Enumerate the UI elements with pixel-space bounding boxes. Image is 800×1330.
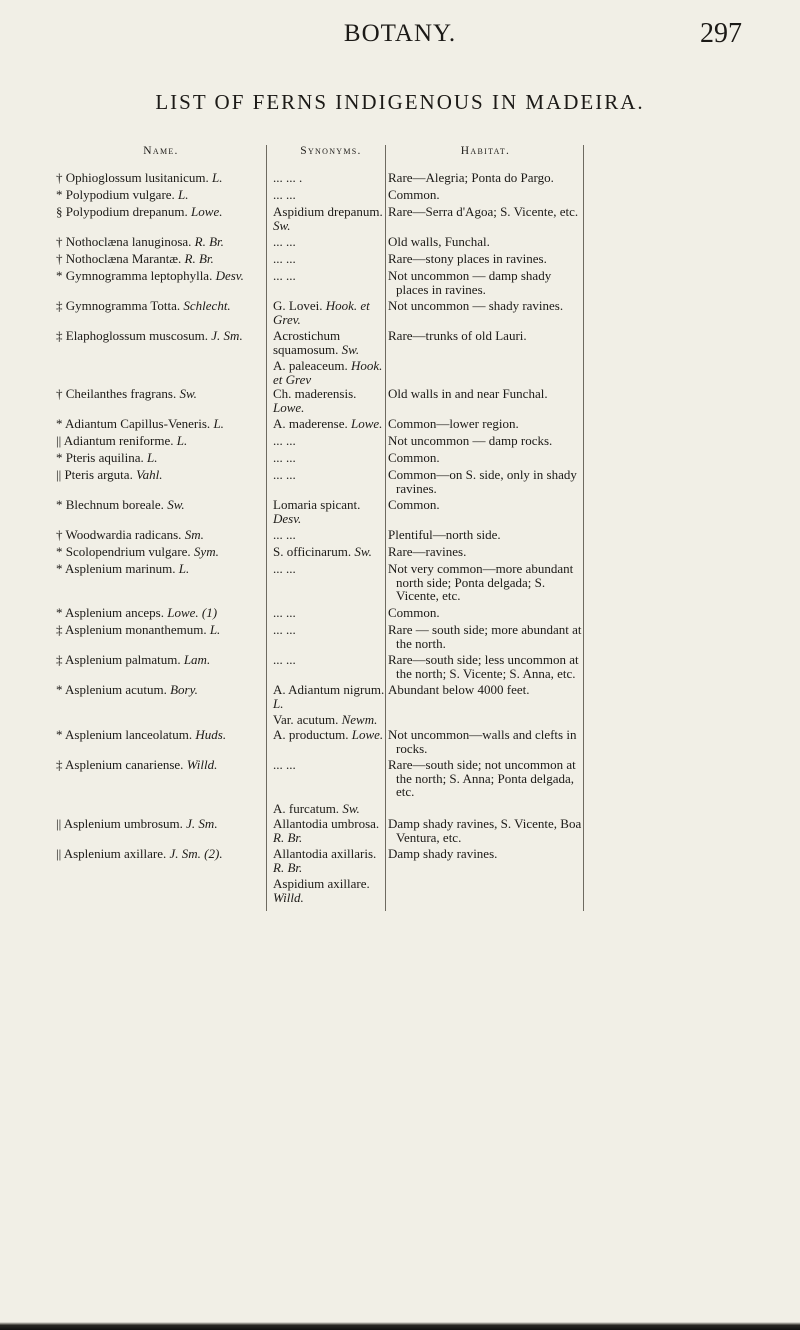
- synonym-author: Desv.: [273, 510, 302, 526]
- species-name-cell: [56, 758, 266, 799]
- habitat-cell: [388, 299, 583, 326]
- habitat-text: Common.: [388, 187, 440, 202]
- species-name: || Asplenium umbrosum.: [56, 816, 183, 831]
- running-head: [0, 18, 800, 58]
- habitat-text: Rare—stony places in ravines.: [388, 251, 547, 266]
- species-name-cell: [56, 171, 266, 185]
- habitat-text: Plentiful—north side.: [388, 527, 501, 542]
- species-name: * Polypodium vulgare.: [56, 187, 175, 202]
- synonym-name: ... ...: [273, 652, 296, 667]
- synonym-author: Lowe.: [350, 416, 383, 431]
- species-author: L.: [178, 561, 190, 576]
- synonym-name: ... ...: [273, 251, 296, 266]
- species-author: L.: [212, 170, 223, 185]
- species-author: L.: [213, 416, 224, 431]
- synonym-name: ... ...: [273, 433, 296, 448]
- species-name-cell: [56, 683, 266, 710]
- synonym-cell: [273, 758, 389, 799]
- synonym-name: ... ... .: [273, 170, 303, 185]
- species-author: Lowe.: [191, 204, 223, 219]
- habitat-text: Old walls in and near Funchal.: [388, 386, 548, 401]
- name-column-header: Name.: [143, 145, 179, 157]
- species-name: * Pteris aquilina.: [56, 450, 144, 465]
- habitat-cell: [388, 171, 583, 185]
- synonym-name: ... ...: [273, 187, 296, 202]
- synonym-cell: [273, 269, 389, 296]
- synonym-name: G. Lovei.: [273, 298, 323, 313]
- habitat-column-header: Habitat.: [460, 145, 511, 157]
- species-name: || Asplenium axillare.: [56, 846, 167, 861]
- synonym-author: Newm.: [341, 712, 378, 727]
- species-author: L.: [209, 622, 221, 637]
- synonym-cell: [273, 498, 389, 525]
- species-name: * Blechnum boreale.: [56, 497, 164, 512]
- habitat-cell: [388, 451, 583, 465]
- synonym-cell: [273, 653, 389, 680]
- species-author: J. Sm.: [186, 816, 218, 831]
- synonym-cell: [273, 387, 389, 414]
- column-rule: [266, 145, 267, 911]
- habitat-text: Not very common—more abundant north side; Ponta delgada; S. Vicente, etc.: [388, 561, 574, 603]
- synonym-name: A. Adiantum nigrum.: [273, 682, 385, 697]
- habitat-cell: [388, 468, 583, 495]
- habitat-text: Common.: [388, 497, 440, 512]
- species-author: Huds.: [195, 727, 227, 742]
- habitat-cell: [388, 545, 583, 559]
- species-name-cell: [56, 653, 266, 680]
- synonym-cell: [273, 468, 389, 495]
- species-author: Vahl.: [136, 467, 163, 482]
- synonym-author: Hook. et Grev.: [273, 298, 370, 327]
- synonym-cell: [273, 299, 389, 326]
- name-column: [56, 145, 266, 905]
- species-author: R. Br.: [184, 251, 214, 266]
- synonym-cell: [273, 562, 389, 603]
- synonym-name: Allantodia umbrosa.: [273, 816, 380, 831]
- species-name: * Asplenium acutum.: [56, 682, 167, 697]
- synonym-name: S. officinarum.: [273, 544, 352, 559]
- species-name-cell: [56, 498, 266, 525]
- species-author: J. Sm.: [211, 328, 243, 343]
- habitat-cell: [388, 417, 583, 431]
- species-name: † Woodwardia radicans.: [56, 527, 182, 542]
- species-author: L.: [178, 187, 189, 202]
- species-name: * Asplenium lanceolatum.: [56, 727, 193, 742]
- habitat-cell: [388, 329, 583, 356]
- species-name-cell: [56, 188, 266, 202]
- species-name-cell: [56, 802, 266, 816]
- habitat-text: Rare—Serra d'Agoa; S. Vicente, etc.: [388, 204, 579, 219]
- synonym-cell: [273, 171, 389, 185]
- synonym-name: A. productum.: [273, 727, 349, 742]
- species-name: † Cheilanthes fragrans.: [56, 386, 177, 401]
- synonym-author: Willd.: [273, 889, 304, 905]
- synonyms-column: [273, 145, 389, 905]
- synonym-cell: [273, 205, 389, 232]
- habitat-cell: [388, 252, 583, 266]
- synonym-cell: [273, 847, 389, 874]
- synonym-cell: [273, 623, 389, 650]
- species-name-cell: [56, 468, 266, 495]
- habitat-text: Rare—trunks of old Lauri.: [388, 328, 527, 343]
- habitat-cell: [388, 205, 583, 232]
- habitat-cell: [388, 269, 583, 296]
- synonym-cell: [273, 434, 389, 448]
- synonym-cell: [273, 713, 389, 727]
- habitat-cell: [388, 434, 583, 448]
- column-rule: [583, 145, 584, 911]
- species-name-cell: [56, 417, 266, 431]
- habitat-text: Damp shady ravines, S. Vicente, Boa Ventura, etc.: [388, 816, 582, 845]
- habitat-cell: [388, 387, 583, 414]
- synonym-author: R. Br.: [273, 859, 303, 875]
- species-name-cell: [56, 299, 266, 326]
- species-author: Sw.: [167, 497, 185, 512]
- species-author: J. Sm. (2).: [169, 846, 223, 861]
- habitat-text: Not uncommon—walls and clefts in rocks.: [388, 727, 577, 756]
- synonym-cell: [273, 545, 389, 559]
- synonym-name: ... ...: [273, 757, 296, 772]
- habitat-cell: [388, 758, 583, 799]
- species-name-cell: [56, 817, 266, 844]
- synonyms-column-header: Synonyms.: [300, 145, 362, 157]
- species-name: § Polypodium drepanum.: [56, 204, 188, 219]
- synonym-author: Sw.: [341, 341, 360, 357]
- species-author: Sw.: [179, 386, 197, 401]
- habitat-cell: [388, 847, 583, 874]
- species-author: Desv.: [215, 268, 244, 283]
- species-name: † Nothoclæna lanuginosa.: [56, 234, 192, 249]
- species-name: ‡ Asplenium palmatum.: [56, 652, 181, 667]
- habitat-cell: [388, 606, 583, 620]
- synonym-cell: [273, 235, 389, 249]
- species-name-cell: [56, 545, 266, 559]
- page-bottom-edge: [0, 1322, 800, 1330]
- synonym-author: Hook. et Grev: [273, 358, 383, 387]
- synonym-cell: [273, 329, 389, 356]
- species-name: † Ophioglossum lusitanicum.: [56, 170, 209, 185]
- habitat-text: Abundant below 4000 feet.: [388, 682, 530, 697]
- synonym-cell: [273, 252, 389, 266]
- synonym-cell: [273, 606, 389, 620]
- species-name: * Asplenium marinum.: [56, 561, 176, 576]
- synonym-cell: [273, 451, 389, 465]
- page-number: 297: [700, 18, 742, 49]
- species-name: ‡ Asplenium canariense.: [56, 757, 184, 772]
- synonym-name: Aspidium drepanum.: [273, 204, 383, 219]
- synonym-name: A. furcatum.: [273, 801, 340, 816]
- habitat-cell: [388, 562, 583, 603]
- habitat-text: Not uncommon — damp rocks.: [388, 433, 553, 448]
- synonym-name: ... ...: [273, 234, 296, 249]
- species-author: L.: [147, 450, 158, 465]
- synonym-name: Aspidium axillare.: [273, 876, 370, 891]
- species-name-cell: [56, 205, 266, 232]
- synonym-name: ... ...: [273, 622, 296, 637]
- habitat-cell: [388, 713, 583, 727]
- habitat-cell: [388, 528, 583, 542]
- species-name-cell: [56, 359, 266, 386]
- species-name-cell: [56, 451, 266, 465]
- habitat-text: Common—lower region.: [388, 416, 519, 431]
- species-name-cell: [56, 235, 266, 249]
- habitat-text: Common.: [388, 605, 440, 620]
- synonym-name: ... ...: [273, 467, 296, 482]
- habitat-cell: [388, 188, 583, 202]
- habitat-cell: [388, 877, 583, 904]
- species-name-cell: [56, 562, 266, 603]
- synonym-name: Acrostichum squamosum.: [273, 328, 341, 357]
- habitat-text: Not uncommon — shady ravines.: [388, 298, 564, 313]
- synonym-name: Allantodia axillaris.: [273, 846, 377, 861]
- synonym-name: Ch. maderensis.: [273, 386, 357, 401]
- species-name-cell: [56, 434, 266, 448]
- synonym-author: Lowe.: [273, 399, 305, 415]
- document-title: LIST OF FERNS INDIGENOUS IN MADEIRA.: [155, 90, 645, 114]
- synonym-cell: [273, 877, 389, 904]
- species-author: R. Br.: [194, 234, 224, 249]
- habitat-text: Not uncommon — damp shady places in ravines.: [388, 268, 552, 297]
- species-author: Sm.: [184, 527, 204, 542]
- species-name: ‡ Asplenium monanthemum.: [56, 622, 207, 637]
- habitat-text: Rare—south side; not uncommon at the north; S. Anna; Ponta delgada, etc.: [388, 757, 576, 799]
- habitat-cell: [388, 653, 583, 680]
- habitat-text: Rare—Alegria; Ponta do Pargo.: [388, 170, 554, 185]
- habitat-cell: [388, 817, 583, 844]
- synonym-cell: [273, 817, 389, 844]
- synonym-name: ... ...: [273, 561, 296, 576]
- species-name-cell: [56, 387, 266, 414]
- species-name-cell: [56, 252, 266, 266]
- synonym-name: ... ...: [273, 527, 296, 542]
- species-name-cell: [56, 269, 266, 296]
- habitat-cell: [388, 683, 583, 710]
- habitat-text: Rare — south side; more abundant at the north.: [388, 622, 582, 651]
- species-author: Willd.: [186, 757, 218, 772]
- synonym-cell: [273, 728, 389, 755]
- species-name: ‡ Gymnogramma Totta.: [56, 298, 181, 313]
- habitat-text: Damp shady ravines.: [388, 846, 498, 861]
- habitat-cell: [388, 359, 583, 386]
- habitat-column: [388, 145, 583, 905]
- habitat-cell: [388, 235, 583, 249]
- synonym-name: ... ...: [273, 450, 296, 465]
- habitat-text: Rare—south side; less uncommon at the north; S. Vicente; S. Anna, etc.: [388, 652, 579, 681]
- habitat-text: Old walls, Funchal.: [388, 234, 490, 249]
- synonym-cell: [273, 802, 389, 816]
- species-name-cell: [56, 728, 266, 755]
- species-name-cell: [56, 713, 266, 727]
- running-title: BOTANY.: [343, 20, 457, 47]
- synonym-name: Var. acutum.: [273, 712, 339, 727]
- synonym-cell: [273, 683, 389, 710]
- synonym-author: Sw.: [354, 544, 372, 559]
- habitat-cell: [388, 498, 583, 525]
- synonym-name: ... ...: [273, 605, 296, 620]
- synonym-name: A. paleaceum.: [273, 358, 348, 373]
- species-name-cell: [56, 606, 266, 620]
- species-name-cell: [56, 623, 266, 650]
- habitat-cell: [388, 728, 583, 755]
- species-author: L.: [176, 433, 188, 448]
- synonym-cell: [273, 417, 389, 431]
- synonym-name: ... ...: [273, 268, 296, 283]
- synonym-cell: [273, 528, 389, 542]
- habitat-cell: [388, 623, 583, 650]
- species-name: * Gymnogramma leptophylla.: [56, 268, 213, 283]
- species-name-cell: [56, 528, 266, 542]
- species-name-cell: [56, 847, 266, 874]
- species-author: Lowe. (1): [167, 605, 218, 620]
- species-name-cell: [56, 877, 266, 904]
- species-name: * Scolopendrium vulgare.: [56, 544, 191, 559]
- synonym-author: L.: [273, 695, 284, 711]
- species-author: Lam.: [183, 652, 211, 667]
- species-name: * Adiantum Capillus-Veneris.: [56, 416, 211, 431]
- habitat-text: Rare—ravines.: [388, 544, 467, 559]
- species-name-cell: [56, 329, 266, 356]
- synonym-name: A. maderense.: [273, 416, 348, 431]
- synonym-author: Sw.: [273, 217, 291, 233]
- species-author: Sym.: [193, 544, 219, 559]
- synonym-cell: [273, 359, 389, 386]
- habitat-cell: [388, 802, 583, 816]
- species-author: Schlecht.: [183, 298, 231, 313]
- species-name: || Adiantum reniforme.: [56, 433, 174, 448]
- species-name: || Pteris arguta.: [56, 467, 133, 482]
- synonym-cell: [273, 188, 389, 202]
- species-name: * Asplenium anceps.: [56, 605, 164, 620]
- synonym-name: Lomaria spicant.: [273, 497, 361, 512]
- habitat-text: Common—on S. side, only in shady ravines.: [388, 467, 577, 496]
- synonym-author: Lowe.: [351, 727, 384, 742]
- species-name: ‡ Elaphoglossum muscosum.: [56, 328, 209, 343]
- synonym-author: R. Br.: [273, 829, 303, 845]
- habitat-text: Common.: [388, 450, 440, 465]
- species-name: † Nothoclæna Marantæ.: [56, 251, 182, 266]
- species-author: Bory.: [170, 682, 198, 697]
- synonym-author: Sw.: [342, 801, 360, 816]
